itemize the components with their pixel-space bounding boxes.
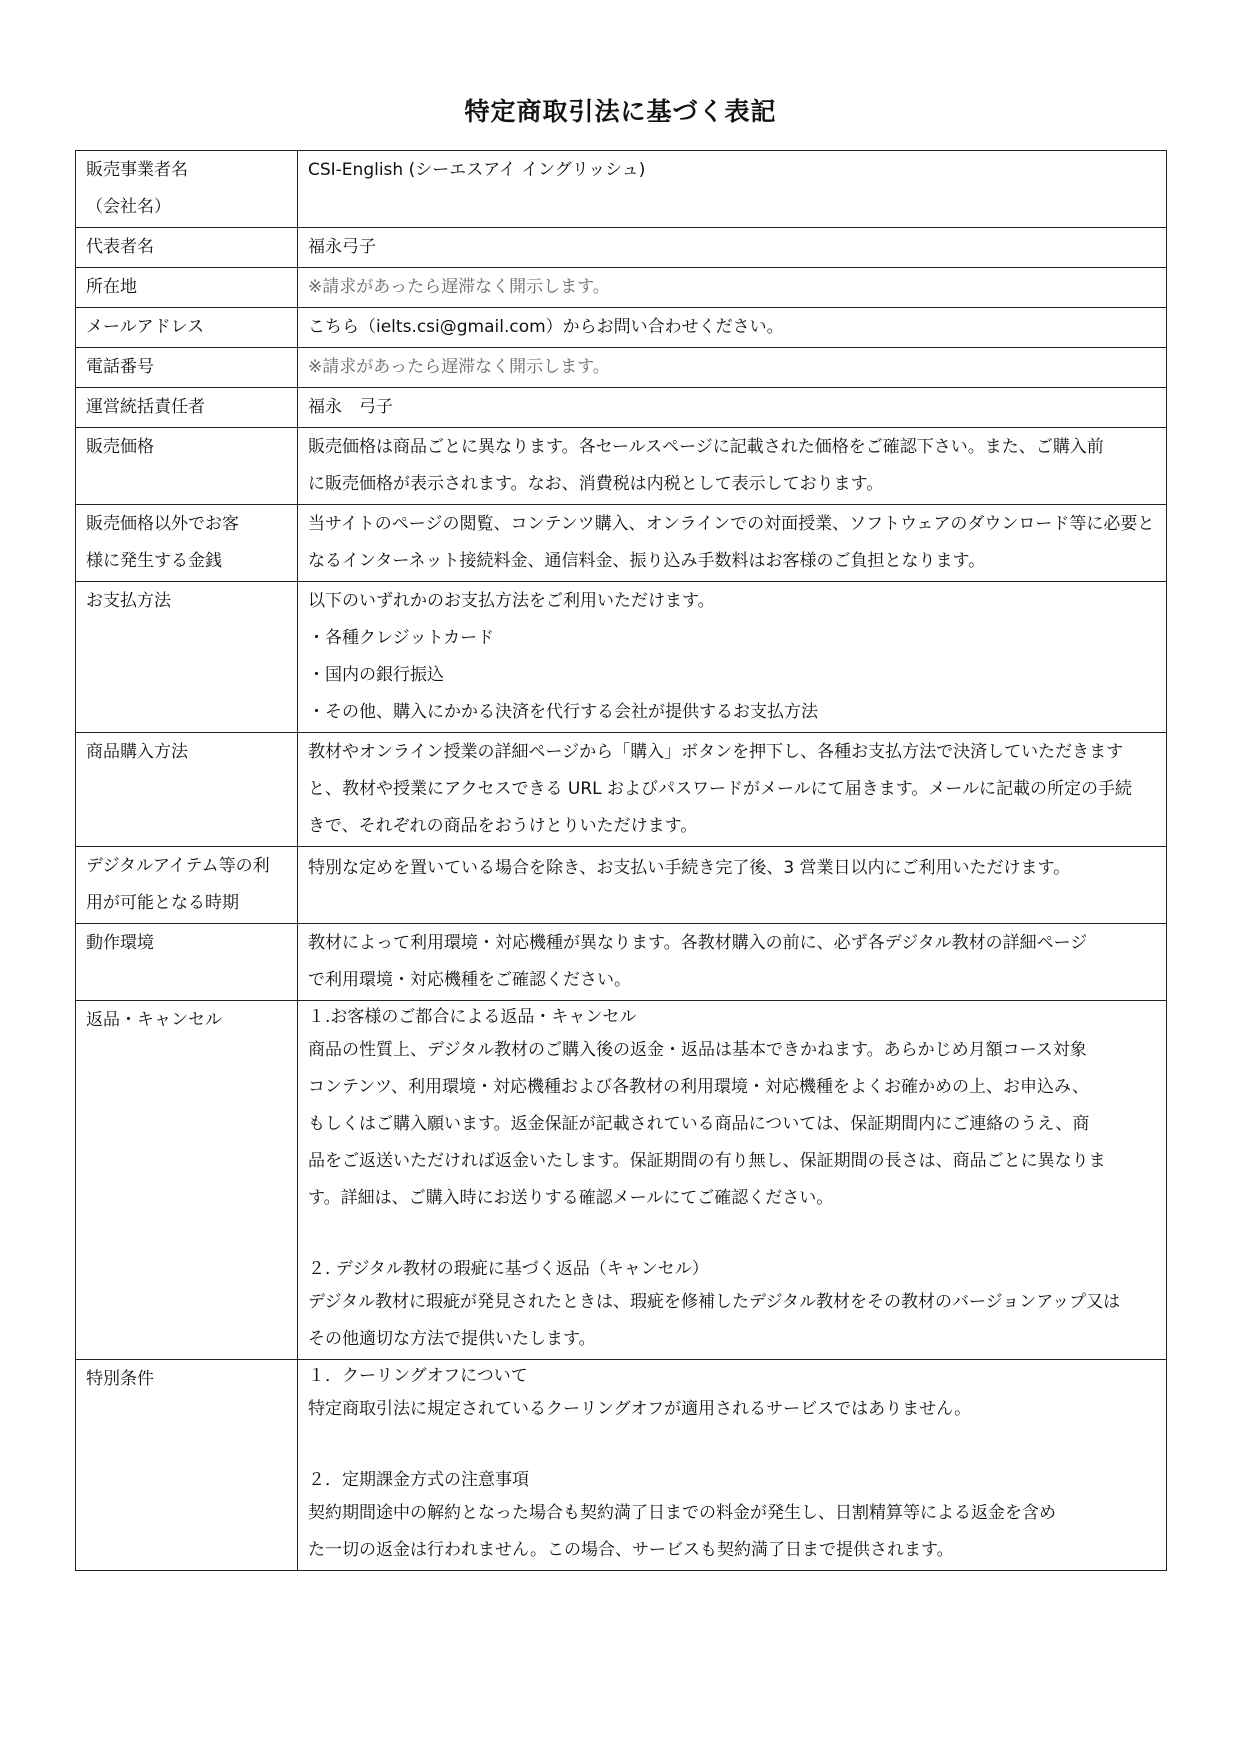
- row-value: きで、それぞれの商品をおうけとりいただけます。: [308, 816, 698, 836]
- value-cell: [298, 151, 1167, 228]
- value-cell: [298, 268, 1167, 308]
- row-value: 特定商取引法に規定されているクーリングオフが適用されるサービスではありません。: [308, 1399, 972, 1419]
- row-label: メールアドレス: [86, 317, 205, 337]
- value-cell: [298, 348, 1167, 388]
- label-cell: [76, 348, 298, 388]
- label-cell: [76, 268, 298, 308]
- value-cell: [298, 847, 1167, 924]
- row-label: 用が可能となる時期: [86, 893, 239, 913]
- row-value: 以下のいずれかのお支払方法をご利用いただけます。: [308, 591, 715, 611]
- row-label: 販売価格以外でお客: [86, 514, 239, 534]
- row-value: 教材やオンライン授業の詳細ページから「購入」ボタンを押下し、各種お支払方法で決済していただきます: [308, 742, 1124, 762]
- label-cell: [76, 388, 298, 428]
- row-label: 返品・キャンセル: [86, 1010, 222, 1030]
- row-label: 所在地: [86, 277, 137, 297]
- table-row: [76, 428, 1167, 505]
- value-cell: [298, 733, 1167, 847]
- row-label: 特別条件: [86, 1369, 154, 1389]
- row-value: ※請求があったら遅滞なく開示します。: [308, 357, 610, 377]
- row-value: ・その他、購入にかかる決済を代行する会社が提供するお支払方法: [308, 702, 818, 722]
- table-row: [76, 924, 1167, 1001]
- value-cell: [298, 505, 1167, 582]
- row-label: 電話番号: [86, 357, 154, 377]
- row-label: 販売事業者名: [86, 160, 188, 180]
- value-cell: [298, 388, 1167, 428]
- row-value: １.お客様のご都合による返品・キャンセル: [308, 1007, 637, 1027]
- row-value: 福永弓子: [308, 237, 376, 257]
- table-row: [76, 733, 1167, 847]
- row-value: 当サイトのページの閲覧、コンテンツ購入、オンラインでの対面授業、ソフトウェアのダウンロード等に必要と: [308, 514, 1155, 534]
- row-value: た一切の返金は行われません。この場合、サービスも契約満了日まで提供されます。: [308, 1540, 954, 1560]
- label-cell: [76, 924, 298, 1001]
- row-label: （会社名）: [86, 197, 171, 217]
- table-row: [76, 505, 1167, 582]
- row-value: その他適切な方法で提供いたします。: [308, 1329, 596, 1349]
- spacer: [308, 1217, 1156, 1254]
- spacer: [308, 1428, 1156, 1465]
- value-cell: [298, 1001, 1167, 1360]
- row-value: 販売価格は商品ごとに異なります。各セールスページに記載された価格をご確認下さい。また、ご購入前: [308, 437, 1104, 457]
- row-value: 契約期間途中の解約となった場合も契約満了日までの料金が発生し、日割精算等による返金を含め: [308, 1503, 1056, 1523]
- row-value: ２. デジタル教材の瑕疵に基づく返品（キャンセル）: [308, 1259, 709, 1279]
- row-label: 運営統括責任者: [86, 397, 205, 417]
- row-label: 動作環境: [86, 933, 154, 953]
- row-label: 商品購入方法: [86, 742, 188, 762]
- label-cell: [76, 847, 298, 924]
- row-label: お支払方法: [86, 591, 171, 611]
- row-value: 福永 弓子: [308, 397, 393, 417]
- label-cell: [76, 308, 298, 348]
- label-cell: [76, 1001, 298, 1360]
- row-value: 教材によって利用環境・対応機種が異なります。各教材購入の前に、必ず各デジタル教材の詳細ページ: [308, 933, 1088, 953]
- email-contact-text: こちら（ielts.csi@gmail.com）からお問い合わせください。: [308, 317, 784, 337]
- row-value: ・国内の銀行振込: [308, 665, 444, 685]
- label-cell: [76, 228, 298, 268]
- table-row: [76, 1001, 1167, 1360]
- row-value: 品をご返送いただければ返金いたします。保証期間の有り無し、保証期間の長さは、商品ごとに異なりま: [308, 1151, 1106, 1171]
- table-row: [76, 151, 1167, 228]
- label-cell: [76, 505, 298, 582]
- value-cell: [298, 308, 1167, 348]
- row-label: デジタルアイテム等の利: [86, 856, 270, 876]
- table-row: [76, 1360, 1167, 1571]
- row-label: 様に発生する金銭: [86, 551, 222, 571]
- table-row: [76, 308, 1167, 348]
- row-value: ２．定期課金方式の注意事項: [308, 1470, 529, 1490]
- table-row: [76, 388, 1167, 428]
- value-cell: [298, 428, 1167, 505]
- row-value: と、教材や授業にアクセスできる URL およびパスワードがメールにて届きます。メールに記載の所定の手続: [308, 779, 1132, 799]
- row-value: １．クーリングオフについて: [308, 1366, 528, 1386]
- table-row: [76, 582, 1167, 733]
- table-row: [76, 348, 1167, 388]
- row-value: す。詳細は、ご購入時にお送りする確認メールにてご確認ください。: [308, 1188, 834, 1208]
- table-row: [76, 268, 1167, 308]
- label-cell: [76, 151, 298, 228]
- label-cell: [76, 1360, 298, 1571]
- row-value: で利用環境・対応機種をご確認ください。: [308, 970, 631, 990]
- row-value: もしくはご購入願います。返金保証が記載されている商品については、保証期間内にご連絡のうえ、商: [308, 1114, 1090, 1134]
- row-label: 販売価格: [86, 437, 154, 457]
- value-cell: [298, 582, 1167, 733]
- page-title: 特定商取引法に基づく表記: [464, 97, 777, 126]
- value-cell: [298, 924, 1167, 1001]
- row-label: 代表者名: [86, 237, 154, 257]
- row-value: 特別な定めを置いている場合を除き、お支払い手続き完了後、3 営業日以内にご利用いただけます。: [308, 858, 1071, 878]
- row-value: コンテンツ、利用環境・対応機種および各教材の利用環境・対応機種をよくお確かめの上、お申込み、: [308, 1077, 1089, 1097]
- row-value: ・各種クレジットカード: [308, 628, 495, 648]
- label-cell: [76, 582, 298, 733]
- value-cell: [298, 228, 1167, 268]
- row-value: ※請求があったら遅滞なく開示します。: [308, 277, 610, 297]
- legal-info-table: [75, 150, 1167, 1571]
- label-cell: [76, 733, 298, 847]
- row-value: に販売価格が表示されます。なお、消費税は内税として表示しております。: [308, 474, 884, 494]
- row-value: 商品の性質上、デジタル教材のご購入後の返金・返品は基本できかねます。あらかじめ月額コース対象: [308, 1040, 1087, 1060]
- value-cell: [298, 1360, 1167, 1571]
- row-value: なるインターネット接続料金、通信料金、振り込み手数料はお客様のご負担となります。: [308, 551, 986, 571]
- table-row: [76, 228, 1167, 268]
- row-value: CSI-English (シーエスアイ イングリッシュ): [308, 160, 646, 180]
- row-value: デジタル教材に瑕疵が発見されたときは、瑕疵を修補したデジタル教材をその教材のバージョンアップ又は: [308, 1292, 1121, 1312]
- table-row: [76, 847, 1167, 924]
- label-cell: [76, 428, 298, 505]
